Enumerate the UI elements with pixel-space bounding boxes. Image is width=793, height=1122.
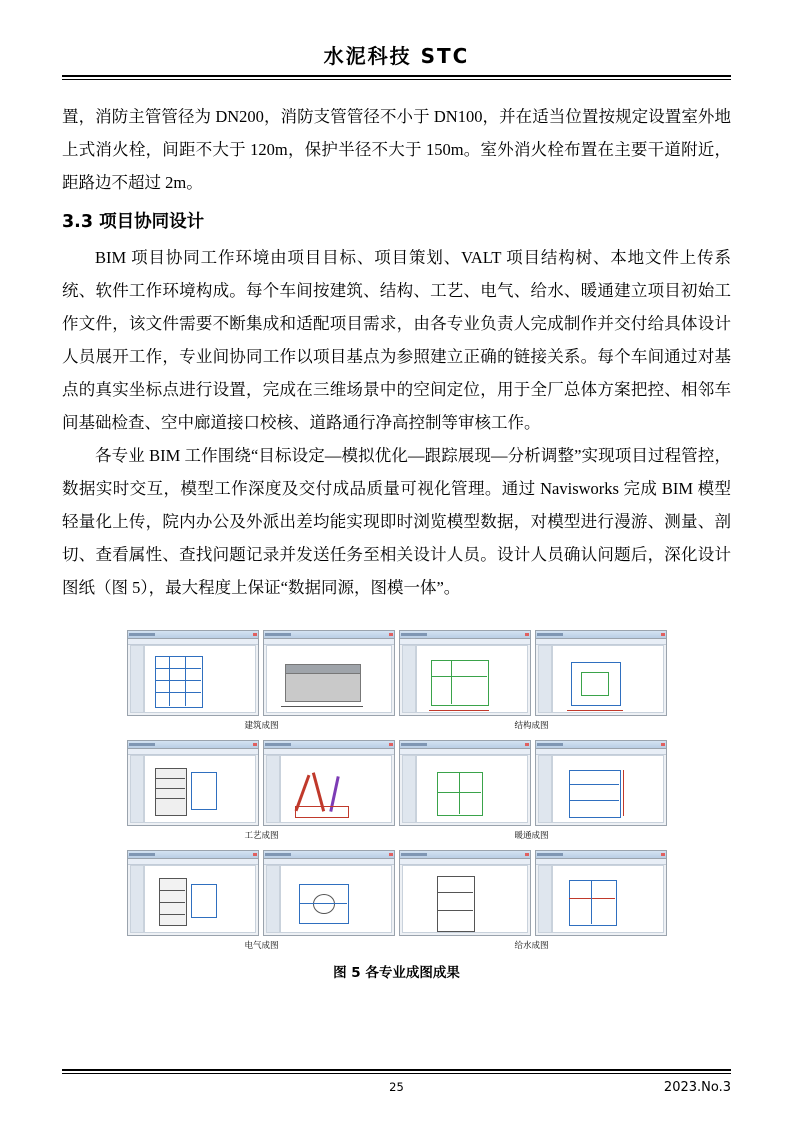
drawing-content [271, 650, 387, 708]
figure-row-1 [127, 630, 667, 716]
drawing-content [285, 760, 387, 818]
hvac-outline [437, 772, 483, 816]
drawing-canvas [144, 865, 256, 933]
window-titlebar [128, 741, 258, 749]
drawing-canvas [552, 755, 664, 823]
structure-line [431, 676, 487, 677]
window-controls [525, 633, 529, 636]
close-icon [253, 633, 257, 636]
side-panel [130, 865, 144, 933]
window-titlebar [400, 631, 530, 639]
plan-line [299, 903, 347, 904]
titlebar-label [401, 853, 427, 856]
journal-title: 水泥科技 STC [323, 44, 470, 68]
close-icon [661, 633, 665, 636]
screenshot-thumbnail [127, 850, 259, 936]
table-line [159, 902, 185, 903]
screenshot-thumbnail [263, 740, 395, 826]
drawing-canvas [416, 645, 528, 713]
screenshot-thumbnail [535, 630, 667, 716]
process-outline [191, 772, 217, 810]
header-rule-thick [62, 75, 731, 77]
drawing-canvas [552, 645, 664, 713]
paragraph-continued: 置，消防主管管径为 DN200，消防支管管径不小于 DN100，并在适当位置按规定设置室外地上式消火栓，间距不大于 120m，保护半径不大于 150m。室外消火栓布置在主要干道附近，距路边不超过 2m。 [62, 107, 731, 192]
plan-line [155, 692, 201, 693]
window-titlebar [264, 741, 394, 749]
drawing-canvas [280, 865, 392, 933]
structure-line [451, 660, 452, 704]
screenshot-thumbnail [535, 740, 667, 826]
dimension-line [567, 710, 623, 711]
titlebar-label [129, 633, 155, 636]
table-line [155, 778, 185, 779]
screenshot-thumbnail [127, 630, 259, 716]
table-line [159, 890, 185, 891]
window-titlebar [536, 741, 666, 749]
footer-row [62, 1080, 731, 1094]
paragraph-1: BIM 项目协同工作环境由项目目标、项目策划、VALT 项目结构树、本地文件上传系统、软件工作环境构成。每个车间按建筑、结构、工艺、电气、给水、暖通建立项目初始工作文件，该文件需要不断集成和适配项目需求，由各专业负责人完成制作并交付给具体设计人员展开工作，专业间协同工作以项目基点为参照建立正确的链接关系。每个车间通过对基点的真实坐标点进行设置，完成在三维场景中的空间定位，用于全厂总体方案把控、相邻车间基础检查、空中廊道接口校核、道路通行净高控制等审核工作。 [62, 248, 731, 432]
side-panel [130, 755, 144, 823]
sheet-outline [437, 876, 475, 932]
thumbnail-caption: 建筑成图 [244, 721, 279, 731]
side-panel [266, 755, 280, 823]
plan-line [155, 668, 201, 669]
drawing-content [557, 870, 659, 928]
screenshot-thumbnail [263, 850, 395, 936]
side-panel [402, 645, 416, 713]
close-icon [253, 853, 257, 856]
drawing-canvas [280, 755, 392, 823]
table-line [155, 798, 185, 799]
ground-line [281, 706, 363, 707]
window-controls [661, 633, 665, 636]
window-controls [389, 853, 393, 856]
figure-grid [127, 630, 667, 981]
drawing-content [149, 760, 251, 818]
pipe-line [591, 880, 592, 924]
continued-paragraph-block [62, 100, 731, 199]
section-heading-3-3: 3.3 项目协同设计 [62, 212, 205, 232]
window-titlebar [400, 851, 530, 859]
window-controls [389, 743, 393, 746]
window-controls [253, 853, 257, 856]
titlebar-label [129, 743, 155, 746]
drawing-canvas [416, 755, 528, 823]
drawing-content [421, 650, 523, 708]
drawing-content [149, 870, 251, 928]
window-titlebar [536, 631, 666, 639]
window-controls [389, 633, 393, 636]
structure-outline [431, 660, 489, 706]
building-roof [285, 664, 361, 674]
figure-row-3-captions [127, 939, 667, 951]
figure-row-2-captions [127, 829, 667, 841]
screenshot-thumbnail [399, 630, 531, 716]
drawing-content [557, 650, 659, 708]
titlebar-label [537, 853, 563, 856]
page-number: 25 [389, 1080, 404, 1094]
figure-5 [62, 630, 731, 981]
titlebar-label [129, 853, 155, 856]
window-controls [525, 853, 529, 856]
titlebar-label [401, 633, 427, 636]
building-model [285, 670, 361, 702]
table-line [159, 914, 185, 915]
sheet-line [437, 892, 473, 893]
drawing-content [421, 760, 523, 818]
page-content [62, 0, 731, 981]
table-block [155, 768, 187, 816]
plumbing-outline [569, 880, 617, 926]
window-controls [661, 853, 665, 856]
screenshot-thumbnail [535, 850, 667, 936]
window-controls [661, 743, 665, 746]
titlebar-label [265, 853, 291, 856]
dimension-line [153, 712, 203, 713]
dimension-line [623, 770, 624, 816]
side-panel [130, 645, 144, 713]
close-icon [525, 633, 529, 636]
window-controls [253, 633, 257, 636]
close-icon [525, 743, 529, 746]
screenshot-thumbnail [127, 740, 259, 826]
plan-outline [155, 656, 203, 708]
screenshot-thumbnail [399, 740, 531, 826]
close-icon [661, 743, 665, 746]
plan-line [185, 656, 186, 706]
duct-line [459, 772, 460, 814]
window-titlebar [264, 851, 394, 859]
issue-label: 2023.No.3 [663, 1079, 731, 1095]
drawing-canvas [266, 645, 392, 713]
window-titlebar [128, 851, 258, 859]
pipe-line [569, 898, 615, 899]
close-icon [525, 853, 529, 856]
footer-rule-thin [62, 1073, 731, 1074]
drawing-content [557, 760, 659, 818]
side-panel [538, 865, 552, 933]
drawing-canvas [552, 865, 664, 933]
dimension-line [429, 710, 489, 711]
footer-rule-thick [62, 1069, 731, 1071]
screenshot-thumbnail [263, 630, 395, 716]
side-panel [266, 865, 280, 933]
titlebar-label [537, 633, 563, 636]
side-panel [402, 755, 416, 823]
plan-line [569, 800, 619, 801]
side-panel [538, 645, 552, 713]
figure-row-2 [127, 740, 667, 826]
drawing-canvas [144, 755, 256, 823]
plan-line [569, 784, 619, 785]
equipment-outline [295, 806, 349, 818]
titlebar-label [265, 743, 291, 746]
page-footer [62, 1069, 731, 1094]
figure-row-3 [127, 850, 667, 936]
figure-row-1-captions [127, 719, 667, 731]
thumbnail-caption: 电气成图 [244, 941, 279, 951]
drawing-content [285, 870, 387, 928]
close-icon [389, 853, 393, 856]
screenshot-thumbnail [399, 850, 531, 936]
thumbnail-caption: 暖通成图 [514, 831, 549, 841]
figure-caption: 图 5 各专业成图成果 [333, 965, 460, 981]
paragraph-2: 各专业 BIM 工作围绕“目标设定—模拟优化—跟踪展现—分析调整”实现项目过程管控，数据实时交互，模型工作深度及交付成品质量可视化管理。通过 Navisworks 完成 BIM 模型轻量化上传，院内办公及外派出差均能实现即时浏览模型数据，对模型进行漫游、测量、剖切、查看属性、查找问题记录并发送任务至相关设计人员。设计人员确认问题后，深化设计图纸（图 5），最大程度上保证“数据同源，图模一体”。 [62, 446, 731, 597]
close-icon [253, 743, 257, 746]
equipment-outline [581, 672, 609, 696]
thumbnail-caption: 结构成图 [514, 721, 549, 731]
titlebar-label [537, 743, 563, 746]
window-titlebar [400, 741, 530, 749]
thumbnail-caption: 给水成图 [514, 941, 549, 951]
close-icon [389, 743, 393, 746]
window-titlebar [264, 631, 394, 639]
window-controls [525, 743, 529, 746]
page-header [62, 0, 731, 86]
window-controls [253, 743, 257, 746]
drawing-canvas [402, 865, 528, 933]
titlebar-label [265, 633, 291, 636]
thumbnail-caption: 工艺成图 [244, 831, 279, 841]
plan-line [155, 680, 201, 681]
circular-equipment [313, 894, 335, 914]
sheet-line [437, 910, 473, 911]
drawing-content [149, 650, 251, 708]
close-icon [661, 853, 665, 856]
close-icon [389, 633, 393, 636]
window-titlebar [128, 631, 258, 639]
drawing-content [407, 870, 523, 928]
panel-outline [191, 884, 217, 918]
window-titlebar [536, 851, 666, 859]
titlebar-label [401, 743, 427, 746]
header-rule-thin [62, 79, 731, 80]
plan-outline [569, 770, 621, 818]
drawing-canvas [144, 645, 256, 713]
side-panel [538, 755, 552, 823]
table-line [155, 788, 185, 789]
plan-line [169, 656, 170, 706]
